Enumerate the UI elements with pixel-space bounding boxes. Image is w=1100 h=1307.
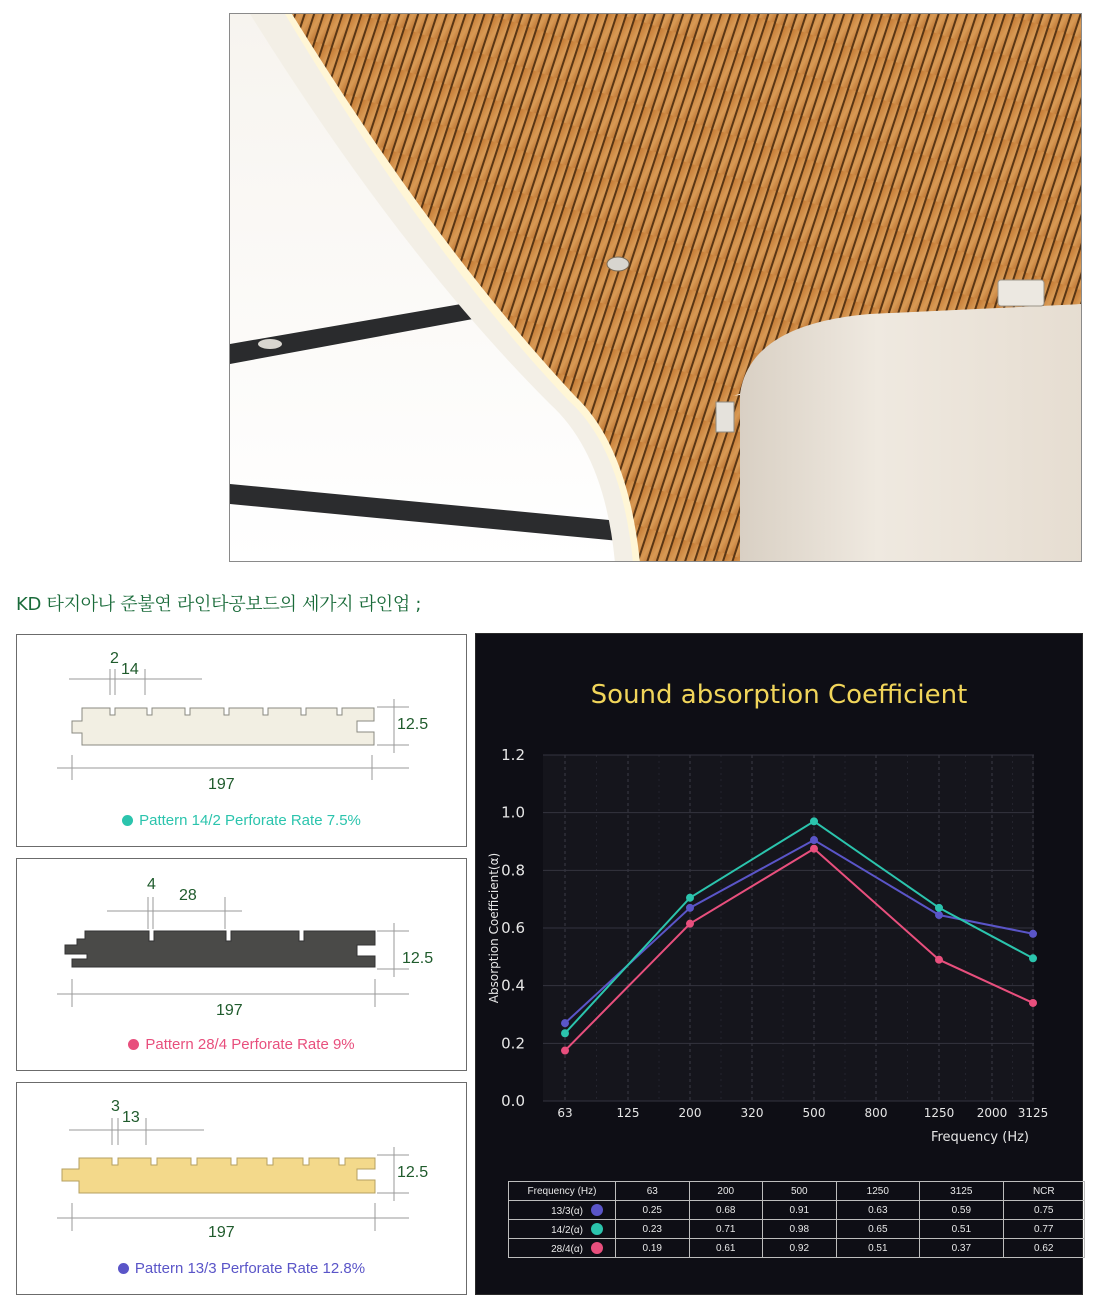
x-tick-label: 63 xyxy=(557,1106,573,1120)
data-point xyxy=(935,911,943,919)
table-cell: 0.71 xyxy=(689,1220,763,1239)
data-point xyxy=(935,904,943,912)
ceiling-photo-illustration xyxy=(230,14,1082,562)
table-cell: 0.59 xyxy=(920,1201,1004,1220)
data-point xyxy=(686,904,694,912)
dimension-thickness: 12.5 xyxy=(397,716,429,733)
x-tick-label: 800 xyxy=(864,1106,888,1120)
data-point xyxy=(1029,954,1037,962)
series-color-dot xyxy=(591,1242,603,1254)
table-header-cell: Frequency (Hz) xyxy=(509,1182,616,1201)
table-header-cell: NCR xyxy=(1003,1182,1084,1201)
x-tick-label: 125 xyxy=(616,1106,640,1120)
dimension-pitch: 13 xyxy=(122,1109,140,1126)
table-cell: 0.23 xyxy=(616,1220,690,1239)
row-label-cell xyxy=(509,1239,616,1258)
table-cell: 0.75 xyxy=(1003,1201,1084,1220)
absorption-line-chart xyxy=(476,634,1084,1174)
x-tick-label: 1250 xyxy=(923,1106,955,1120)
x-tick-label: 3125 xyxy=(1017,1106,1049,1120)
row-label: 14/2(α) xyxy=(551,1224,583,1236)
pattern-caption-text: Pattern 28/4 Perforate Rate 9% xyxy=(145,1036,355,1053)
table-cell: 0.98 xyxy=(763,1220,837,1239)
chart-title: Sound absorption Coefficient xyxy=(590,680,968,710)
data-point xyxy=(686,920,694,928)
dimension-thickness: 12.5 xyxy=(397,1164,429,1181)
dimension-gap: 4 xyxy=(147,876,156,893)
y-axis-label: Absorption Coefficient(α) xyxy=(487,852,501,1004)
x-axis-label: Frequency (Hz) xyxy=(930,1130,1030,1145)
dimension-gap: 2 xyxy=(110,650,119,667)
table-cell: 0.61 xyxy=(689,1239,763,1258)
y-tick-label: 0.0 xyxy=(501,1092,525,1110)
table-header-cell: 200 xyxy=(689,1182,763,1201)
table-row xyxy=(509,1239,1085,1258)
chart-panel xyxy=(475,633,1083,1295)
series-color-dot xyxy=(591,1204,603,1216)
y-tick-label: 0.2 xyxy=(501,1034,525,1053)
data-point xyxy=(1029,930,1037,938)
row-label: 13/3(α) xyxy=(551,1205,583,1217)
table-header-cell: 63 xyxy=(616,1182,690,1201)
ceiling-photo xyxy=(229,13,1082,562)
table-cell: 0.92 xyxy=(763,1239,837,1258)
table-row xyxy=(509,1220,1085,1239)
data-point xyxy=(561,1047,569,1055)
dimension-thickness: 12.5 xyxy=(402,950,434,967)
x-tick-label: 500 xyxy=(802,1106,826,1120)
dimension-pitch: 28 xyxy=(179,887,197,904)
pattern-caption xyxy=(17,812,466,829)
data-point xyxy=(810,817,818,825)
data-point xyxy=(810,845,818,853)
table-cell: 0.51 xyxy=(920,1220,1004,1239)
table-cell: 0.65 xyxy=(836,1220,920,1239)
data-point xyxy=(686,894,694,902)
table-cell: 0.77 xyxy=(1003,1220,1084,1239)
section-heading: KD 타지아나 준불연 라인타공보드의 세가지 라인업 ; xyxy=(16,594,422,615)
table-cell: 0.51 xyxy=(836,1239,920,1258)
table-cell: 0.68 xyxy=(689,1201,763,1220)
row-label-cell xyxy=(509,1220,616,1239)
table-cell: 0.63 xyxy=(836,1201,920,1220)
table-cell: 0.37 xyxy=(920,1239,1004,1258)
data-point xyxy=(561,1029,569,1037)
table-cell: 0.25 xyxy=(616,1201,690,1220)
table-body xyxy=(509,1201,1085,1258)
data-point xyxy=(1029,999,1037,1007)
pattern-caption xyxy=(17,1036,466,1053)
x-tick-label: 320 xyxy=(740,1106,764,1120)
data-point xyxy=(561,1019,569,1027)
dimension-pitch: 14 xyxy=(121,661,139,678)
row-label-cell xyxy=(509,1201,616,1220)
data-point xyxy=(935,956,943,964)
pattern-caption-text: Pattern 13/3 Perforate Rate 12.8% xyxy=(134,1260,366,1277)
pattern-color-dot xyxy=(118,1263,129,1274)
table-header-row xyxy=(509,1182,1085,1201)
dimension-gap: 3 xyxy=(111,1098,120,1115)
y-tick-label: 0.8 xyxy=(501,861,525,880)
x-tick-label: 200 xyxy=(678,1106,702,1120)
y-tick-label: 0.6 xyxy=(501,919,525,937)
pattern-caption-text: Pattern 14/2 Perforate Rate 7.5% xyxy=(139,812,361,829)
y-tick-label: 1.0 xyxy=(501,803,525,822)
table-cell: 0.91 xyxy=(763,1201,837,1220)
series-color-dot xyxy=(591,1223,603,1235)
pattern-card-13-3 xyxy=(16,1082,467,1295)
x-tick-label: 2000 xyxy=(976,1106,1008,1120)
table-row xyxy=(509,1201,1085,1220)
table-cell: 0.62 xyxy=(1003,1239,1084,1258)
table-header-cell: 1250 xyxy=(836,1182,920,1201)
y-tick-label: 1.2 xyxy=(501,746,525,764)
table-header-cell: 500 xyxy=(763,1182,837,1201)
dimension-width: 197 xyxy=(216,1002,243,1019)
pattern-card-14-2 xyxy=(16,634,467,847)
coefficient-table xyxy=(508,1181,1085,1258)
pattern-color-dot xyxy=(128,1039,139,1050)
dimension-width: 197 xyxy=(208,776,235,793)
data-point xyxy=(810,836,818,844)
table-header-cell: 3125 xyxy=(920,1182,1004,1201)
row-label: 28/4(α) xyxy=(551,1243,583,1255)
pattern-caption xyxy=(17,1260,466,1277)
pattern-card-28-4 xyxy=(16,858,467,1071)
dimension-width: 197 xyxy=(208,1224,235,1241)
y-tick-label: 0.4 xyxy=(501,976,525,995)
table-cell: 0.19 xyxy=(616,1239,690,1258)
pattern-color-dot xyxy=(122,815,133,826)
